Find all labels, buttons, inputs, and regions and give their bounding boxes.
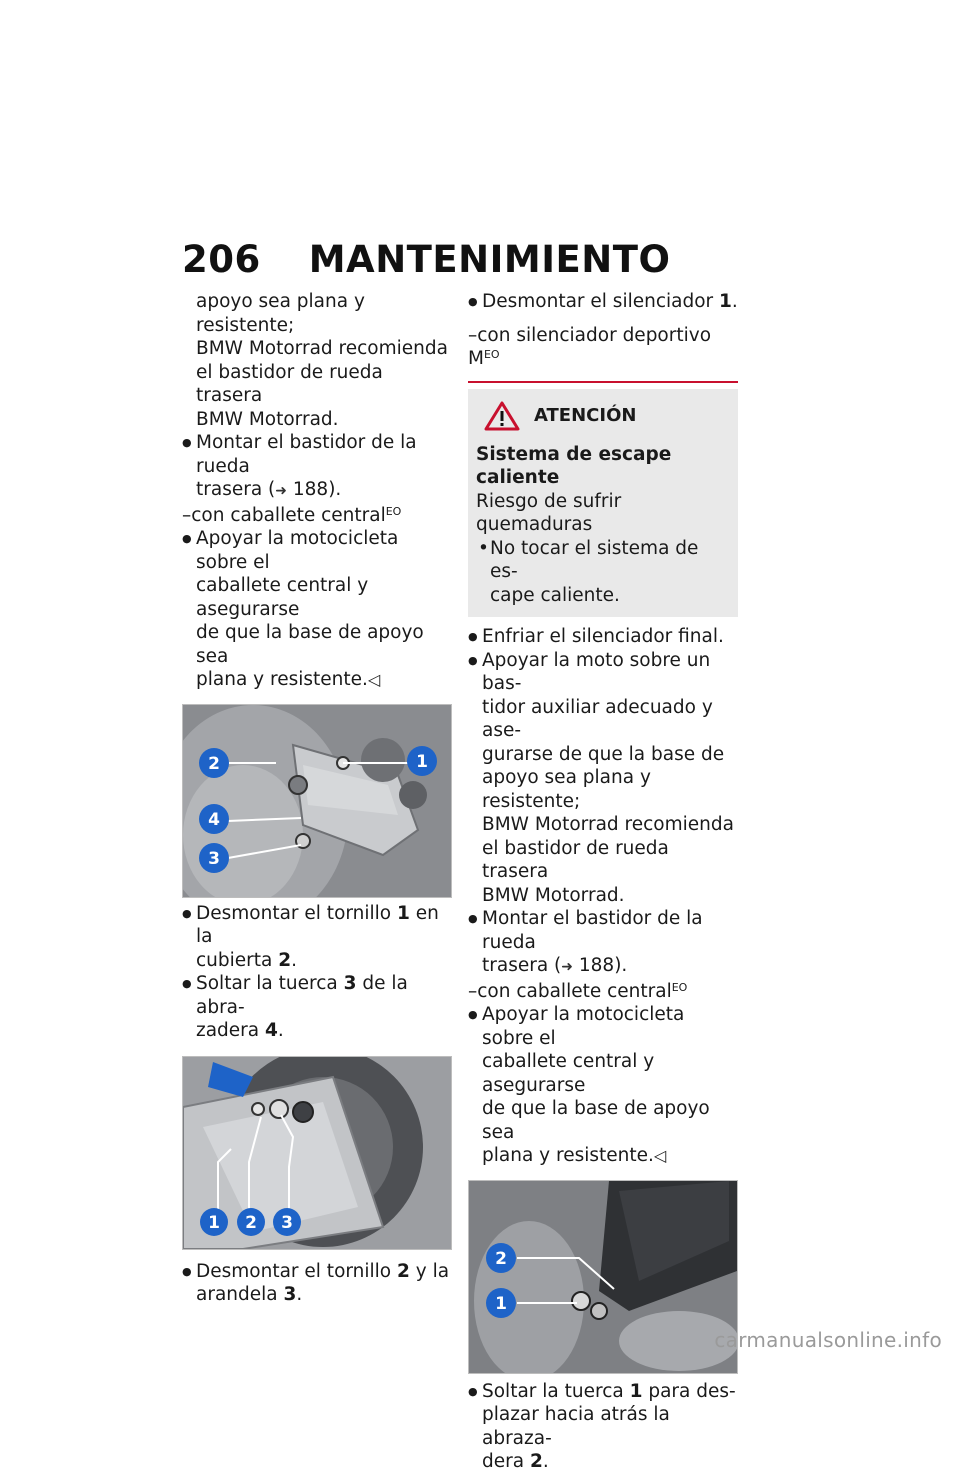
warning-subtitle: Sistema de escape caliente (476, 443, 672, 488)
svg-text:3: 3 (281, 1212, 293, 1233)
warning-item: • No tocar el sistema de es- cape caliente. (476, 537, 730, 608)
warning-title: ATENCIÓN (534, 404, 637, 426)
callout-1 (200, 1208, 228, 1236)
warning-divider (468, 381, 738, 383)
callout-1 (486, 1288, 516, 1318)
figure-muffler-screw (182, 1056, 452, 1250)
svg-text:3: 3 (208, 848, 220, 869)
step-cool-muffler: ● Enfriar el silenciador final. (468, 625, 738, 649)
svg-text:1: 1 (416, 751, 428, 772)
end-mark-icon: ◁ (367, 670, 381, 689)
page-number: 206 (182, 238, 261, 281)
svg-text:1: 1 (208, 1212, 220, 1233)
chapter-title: MANTENIMIENTO (308, 238, 671, 281)
page-reference[interactable]: 188). (292, 479, 342, 500)
warning-box (468, 389, 738, 618)
callout-3 (199, 843, 229, 873)
condition-sport-muffler: –con silenciador deportivo $M^{EO}$ (468, 324, 712, 369)
page-reference-arrow-icon: ➜ (561, 959, 573, 975)
warning-header (476, 401, 730, 431)
step-mount-rear-stand: ● Montar el bastidor de la rueda trasera (➜ 188). (182, 431, 454, 504)
warning-triangle-icon (484, 401, 520, 431)
step-loosen-nut-move-clamp: ● Soltar la tuerca 1 para des- plazar hacia atrás la abraza- dera 2. (468, 1380, 738, 1474)
step-remove-screw-washer: ● Desmontar el tornillo 2 y la arandela 3. (182, 1260, 454, 1307)
end-mark-icon: ◁ (653, 1146, 667, 1165)
condition-central-stand: –con caballete central$^{EO}$ (182, 504, 402, 526)
watermark-footer: carmanualsonline.info (714, 1328, 942, 1352)
step-auxiliary-stand: ● Apoyar la moto sobre un bas- tidor auxiliar adecuado y ase- gurarse de que la base de apoyo sea plana y resistente; BMW Motorrad recomienda el bastidor de rueda trasera BMW Motorrad. (468, 649, 738, 908)
step-central-stand: ● Apoyar la motocicleta sobre el caballete central y asegurarse de que la base de apoyo sea plana y resistente.◁ (182, 527, 454, 692)
step-central-stand-2: ● Apoyar la motocicleta sobre el caballete central y asegurarse de que la base de apoyo sea plana y resistente.◁ (468, 1003, 738, 1168)
step-remove-muffler: ● Desmontar el silenciador 1. (468, 290, 738, 314)
svg-text:2: 2 (495, 1248, 507, 1269)
page-header (182, 238, 670, 281)
page-reference[interactable]: 188). (578, 955, 628, 976)
page-reference-arrow-icon: ➜ (275, 483, 287, 499)
figure-clamp-nut (468, 1180, 738, 1374)
left-column (182, 290, 454, 1307)
intro-text: apoyo sea plana y resistente; BMW Motorrad recomienda el bastidor de rueda trasera BMW Motorrad. (196, 291, 448, 430)
callout-2 (237, 1208, 265, 1236)
callout-1 (407, 746, 437, 776)
figure-cover-screws (182, 704, 452, 898)
right-column (468, 290, 738, 1474)
callout-3 (273, 1208, 301, 1236)
callout-4 (199, 804, 229, 834)
step-remove-cover-screw: ● Desmontar el tornillo 1 en la cubierta 2. (182, 902, 454, 973)
svg-text:2: 2 (208, 753, 220, 774)
callout-2 (199, 748, 229, 778)
svg-text:1: 1 (495, 1293, 507, 1314)
warning-risk: Riesgo de sufrir quemaduras (476, 490, 622, 535)
svg-text:4: 4 (208, 809, 220, 830)
svg-text:2: 2 (245, 1212, 257, 1233)
step-mount-rear-stand-2: ● Montar el bastidor de la rueda trasera (➜ 188). (468, 907, 738, 980)
step-loosen-clamp-nut: ● Soltar la tuerca 3 de la abra- zadera 4. (182, 972, 454, 1043)
condition-central-stand-2: –con caballete central$^{EO}$ (468, 980, 688, 1002)
callout-2 (486, 1243, 516, 1273)
